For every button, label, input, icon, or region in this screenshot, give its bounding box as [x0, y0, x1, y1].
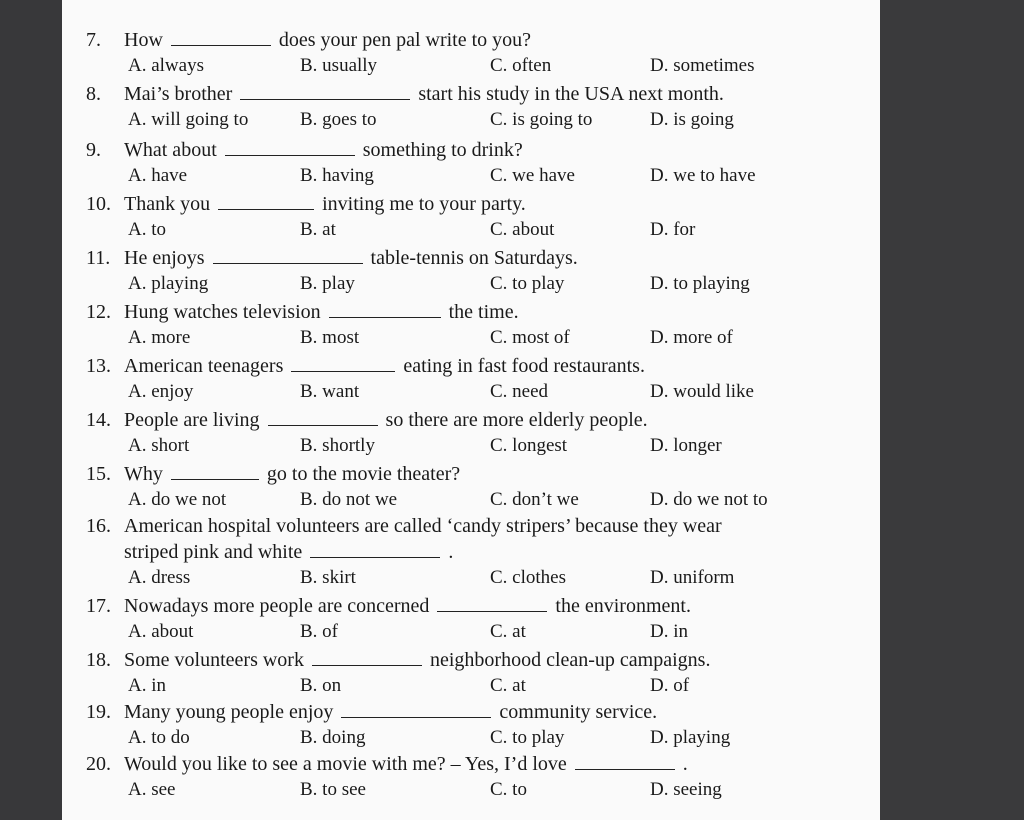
question-stem: 17. Nowadays more people are concerned the environment. — [86, 595, 691, 617]
option-c[interactable]: C. at — [490, 621, 526, 642]
option-c[interactable]: C. we have — [490, 165, 575, 186]
question-stem: 19. Many young people enjoy community service. — [86, 701, 658, 723]
question-number: 12. — [86, 301, 111, 323]
option-c[interactable]: C. need — [490, 381, 549, 402]
question-number: 11. — [86, 247, 111, 269]
option-b[interactable]: B. skirt — [300, 567, 356, 588]
question-stem: 13. American teenagers eating in fast food restaurants. — [86, 355, 645, 377]
option-c[interactable]: C. at — [490, 675, 526, 696]
option-a[interactable]: A. about — [128, 621, 194, 642]
option-d[interactable]: D. to playing — [650, 273, 750, 294]
answer-blank — [341, 701, 491, 718]
answer-blank — [225, 139, 355, 156]
option-a[interactable]: A. short — [128, 435, 190, 456]
question-number: 9. — [86, 139, 101, 161]
question-number: 15. — [86, 463, 111, 485]
question-number: 18. — [86, 649, 111, 671]
right-background — [880, 0, 1024, 820]
answer-blank — [310, 541, 440, 558]
option-d[interactable]: D. uniform — [650, 567, 735, 588]
answer-blank — [291, 355, 395, 372]
option-d[interactable]: D. more of — [650, 327, 733, 348]
option-c[interactable]: C. don’t we — [490, 489, 579, 510]
question-number: 7. — [86, 29, 101, 51]
option-d[interactable]: D. would like — [650, 381, 754, 402]
question-number: 13. — [86, 355, 111, 377]
left-background — [0, 0, 62, 820]
question-stem: 15. Why go to the movie theater? — [86, 463, 461, 485]
option-d[interactable]: D. longer — [650, 435, 722, 456]
question-stem: 12. Hung watches television the time. — [86, 301, 519, 323]
option-b[interactable]: B. on — [300, 675, 342, 696]
question-stem: 10. Thank you inviting me to your party. — [86, 193, 526, 215]
option-b[interactable]: B. doing — [300, 727, 366, 748]
question-number: 10. — [86, 193, 111, 215]
option-c[interactable]: C. often — [490, 55, 552, 76]
option-a[interactable]: A. see — [128, 779, 176, 800]
answer-blank — [218, 193, 314, 210]
option-b[interactable]: B. to see — [300, 779, 366, 800]
option-b[interactable]: B. shortly — [300, 435, 375, 456]
option-a[interactable]: A. to — [128, 219, 166, 240]
option-c[interactable]: C. is going to — [490, 109, 593, 130]
option-a[interactable]: A. dress — [128, 567, 191, 588]
option-d[interactable]: D. is going — [650, 109, 734, 130]
option-c[interactable]: C. clothes — [490, 567, 566, 588]
option-d[interactable]: D. we to have — [650, 165, 756, 186]
option-b[interactable]: B. want — [300, 381, 360, 402]
option-b[interactable]: B. most — [300, 327, 360, 348]
question-stem: 18. Some volunteers work neighborhood clean-up campaigns. — [86, 649, 711, 671]
option-b[interactable]: B. play — [300, 273, 355, 294]
question-9 — [62, 138, 880, 192]
option-d[interactable]: D. seeing — [650, 779, 722, 800]
question-stem: 14. People are living so there are more elderly people. — [86, 409, 648, 431]
question-stem: 9. What about something to drink? — [86, 139, 523, 161]
option-c[interactable]: C. to play — [490, 727, 565, 748]
question-11 — [62, 246, 880, 300]
option-d[interactable]: D. for — [650, 219, 696, 240]
option-b[interactable]: B. goes to — [300, 109, 377, 130]
question-number: 17. — [86, 595, 111, 617]
question-number: 8. — [86, 83, 101, 105]
option-a[interactable]: A. playing — [128, 273, 209, 294]
option-d[interactable]: D. in — [650, 621, 688, 642]
answer-blank — [268, 409, 378, 426]
option-b[interactable]: B. do not we — [300, 489, 398, 510]
question-12 — [62, 300, 880, 354]
question-stem: 8. Mai’s brother start his study in the USA next month. — [86, 83, 724, 105]
question-stem-line2: striped pink and white . — [124, 541, 454, 563]
option-b[interactable]: B. having — [300, 165, 374, 186]
answer-blank — [213, 247, 363, 264]
question-stem: 16. American hospital volunteers are called ‘candy stripers’ because they wear — [86, 515, 722, 537]
option-a[interactable]: A. more — [128, 327, 191, 348]
question-19 — [62, 700, 880, 754]
option-a[interactable]: A. have — [128, 165, 188, 186]
question-number: 16. — [86, 515, 111, 537]
answer-blank — [437, 595, 547, 612]
answer-blank — [312, 649, 422, 666]
option-c[interactable]: C. to — [490, 779, 527, 800]
option-a[interactable]: A. enjoy — [128, 381, 194, 402]
option-c[interactable]: C. longest — [490, 435, 568, 456]
option-c[interactable]: C. to play — [490, 273, 565, 294]
question-7 — [62, 28, 880, 82]
answer-blank — [575, 753, 675, 770]
question-20 — [62, 752, 880, 806]
worksheet-page — [62, 0, 880, 820]
option-b[interactable]: B. of — [300, 621, 338, 642]
option-a[interactable]: A. do we not — [128, 489, 227, 510]
question-14 — [62, 408, 880, 462]
option-a[interactable]: A. will going to — [128, 109, 249, 130]
option-a[interactable]: A. to do — [128, 727, 190, 748]
option-b[interactable]: B. usually — [300, 55, 378, 76]
option-d[interactable]: D. do we not to — [650, 489, 768, 510]
option-d[interactable]: D. sometimes — [650, 55, 755, 76]
option-a[interactable]: A. always — [128, 55, 204, 76]
answer-blank — [171, 463, 259, 480]
answer-blank — [171, 29, 271, 46]
question-stem: 20. Would you like to see a movie with me? – Yes, I’d love . — [86, 753, 688, 775]
question-18 — [62, 648, 880, 702]
question-17 — [62, 594, 880, 648]
question-8 — [62, 82, 880, 136]
question-stem: 11. He enjoys table-tennis on Saturdays. — [86, 247, 578, 269]
question-16 — [62, 514, 880, 594]
option-d[interactable]: D. of — [650, 675, 690, 696]
option-c[interactable]: C. about — [490, 219, 555, 240]
question-15 — [62, 462, 880, 516]
option-a[interactable]: A. in — [128, 675, 166, 696]
option-d[interactable]: D. playing — [650, 727, 731, 748]
question-13 — [62, 354, 880, 408]
question-number: 20. — [86, 753, 111, 775]
answer-blank — [329, 301, 441, 318]
option-b[interactable]: B. at — [300, 219, 336, 240]
question-10 — [62, 192, 880, 246]
option-c[interactable]: C. most of — [490, 327, 570, 348]
question-number: 19. — [86, 701, 111, 723]
answer-blank — [240, 83, 410, 100]
question-number: 14. — [86, 409, 111, 431]
question-stem: 7. How does your pen pal write to you? — [86, 29, 532, 51]
